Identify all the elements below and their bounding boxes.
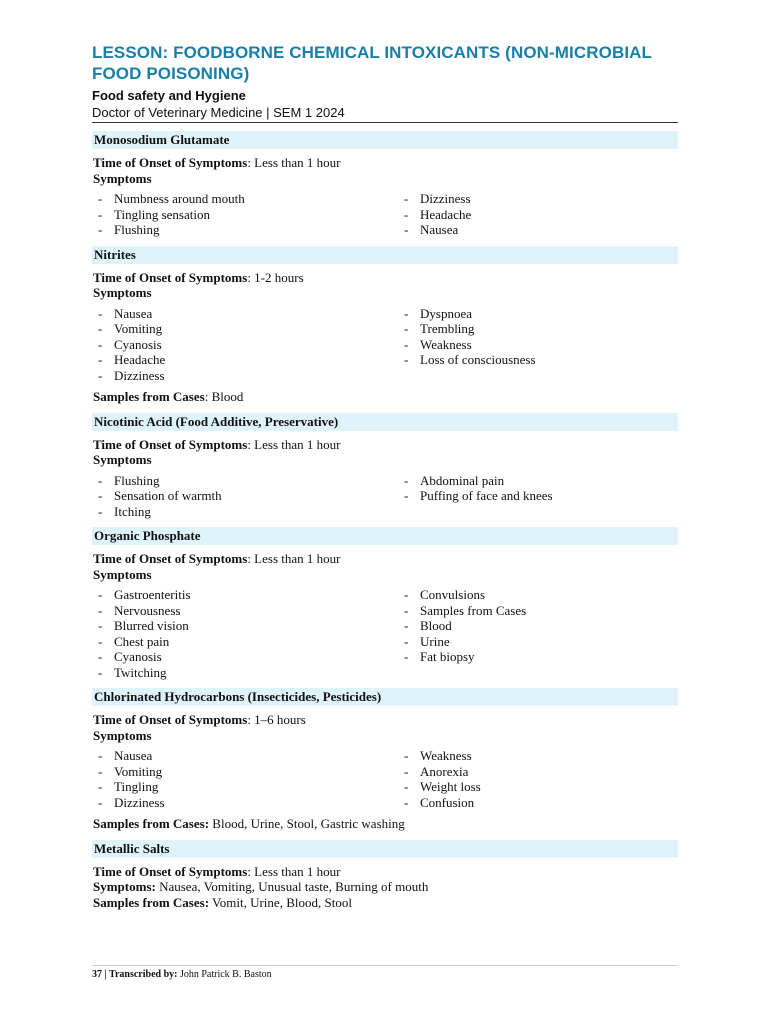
transcribed-label: Transcribed by: — [109, 969, 178, 980]
samples-label: Samples from Cases: — [93, 894, 210, 910]
onset-line — [92, 155, 678, 171]
section-heading: Metallic Salts — [92, 840, 678, 858]
bullet-dash: - — [404, 649, 409, 664]
list-item — [92, 587, 398, 603]
symptom-list-left — [92, 191, 398, 238]
symptom-text: Dizziness — [420, 191, 471, 206]
symptom-list-left — [92, 306, 398, 384]
section — [92, 413, 678, 520]
symptom-text: Cyanosis — [114, 336, 162, 352]
bullet-dash: - — [98, 664, 103, 680]
bullet-dash: - — [404, 352, 409, 367]
bullet-dash: - — [98, 367, 103, 383]
list-item — [398, 603, 678, 619]
list-item — [398, 748, 678, 764]
symptom-text: Weight loss — [420, 779, 481, 794]
symptom-columns — [92, 473, 678, 520]
symptom-text: Chest pain — [114, 633, 170, 649]
list-item — [92, 748, 398, 764]
list-item — [398, 795, 678, 811]
onset-line — [92, 864, 678, 880]
onset-line — [92, 270, 678, 286]
list-item — [92, 603, 398, 619]
symptom-text: Numbness around mouth — [114, 191, 245, 206]
list-item — [398, 337, 678, 353]
list-item — [398, 587, 678, 603]
bullet-dash: - — [98, 779, 103, 794]
lesson-title: LESSON: FOODBORNE CHEMICAL INTOXICANTS (NON-MICROBIAL FOOD POISONING) — [92, 43, 652, 83]
symptom-text: Nausea — [114, 305, 153, 321]
symptom-text: Fat biopsy — [420, 649, 475, 664]
list-item — [92, 306, 398, 322]
symptom-text: Nausea — [420, 222, 459, 237]
bullet-dash: - — [98, 587, 103, 602]
bullet-dash: - — [404, 321, 409, 336]
symptom-list-right — [398, 306, 678, 384]
symptom-text: Urine — [420, 633, 450, 649]
section-heading: Nicotinic Acid (Food Additive, Preservative) — [92, 413, 678, 431]
bullet-dash: - — [404, 779, 409, 794]
symptom-columns — [92, 306, 678, 384]
onset-label: Time of Onset of Symptoms — [93, 269, 248, 285]
symptom-text: Anorexia — [420, 763, 469, 779]
symptoms-label: Symptoms: — [93, 879, 156, 894]
bullet-dash: - — [98, 305, 103, 321]
samples-line — [92, 389, 678, 405]
bullet-dash: - — [98, 321, 103, 336]
symptom-list-right — [398, 587, 678, 680]
symptoms-heading — [92, 171, 678, 187]
list-item — [398, 618, 678, 634]
bullet-dash: - — [404, 618, 409, 633]
list-item — [398, 207, 678, 223]
list-item — [398, 321, 678, 337]
symptoms-heading — [92, 285, 678, 301]
symptom-text: Itching — [114, 503, 151, 519]
symptom-text: Twitching — [114, 664, 167, 680]
symptom-text: Headache — [114, 352, 166, 367]
bullet-dash: - — [98, 336, 103, 352]
onset-line — [92, 712, 678, 728]
onset-label: Time of Onset of Symptoms — [93, 551, 248, 566]
symptom-text: Loss of consciousness — [420, 352, 536, 367]
bullet-dash: - — [98, 633, 103, 649]
symptoms-label: Symptoms — [93, 727, 152, 743]
bullet-dash: - — [98, 602, 103, 618]
list-item — [92, 207, 398, 223]
bullet-dash: - — [404, 763, 409, 779]
list-item — [92, 504, 398, 520]
symptom-list-left — [92, 587, 398, 680]
list-item — [92, 779, 398, 795]
symptoms-heading — [92, 728, 678, 744]
document-page — [92, 42, 678, 910]
symptom-text: Flushing — [114, 222, 160, 237]
onset-label: Time of Onset of Symptoms — [93, 712, 248, 727]
list-item — [398, 779, 678, 795]
symptom-text: Sensation of warmth — [114, 488, 222, 503]
list-item — [92, 191, 398, 207]
symptom-text: Nausea — [114, 748, 153, 763]
course-subject: Food safety and Hygiene — [92, 88, 246, 103]
bullet-dash: - — [98, 206, 103, 222]
bullet-dash: - — [404, 191, 409, 206]
symptom-list-left — [92, 748, 398, 810]
symptom-list-right — [398, 473, 678, 520]
list-item — [92, 665, 398, 681]
list-item — [398, 473, 678, 489]
bullet-dash: - — [98, 191, 103, 206]
list-item — [398, 649, 678, 665]
onset-value: : Less than 1 hour — [247, 863, 341, 879]
symptom-text: Dyspnoea — [420, 305, 472, 321]
section-heading: Monosodium Glutamate — [92, 131, 678, 149]
bullet-dash: - — [404, 633, 409, 649]
list-item — [92, 321, 398, 337]
symptom-text: Tingling sensation — [114, 206, 210, 222]
bullet-dash: - — [404, 748, 409, 763]
list-item — [92, 634, 398, 650]
page-footer — [92, 965, 678, 980]
symptom-text: Trembling — [420, 321, 475, 336]
symptom-list-left — [92, 473, 398, 520]
symptom-text: Samples from Cases — [420, 602, 527, 618]
bullet-dash: - — [98, 763, 103, 779]
symptom-text: Abdominal pain — [420, 472, 505, 488]
bullet-dash: - — [98, 488, 103, 503]
onset-value: : 1-2 hours — [247, 269, 304, 285]
onset-label: Time of Onset of Symptoms — [93, 155, 248, 170]
onset-label: Time of Onset of Symptoms — [93, 863, 248, 879]
symptom-list-right — [398, 748, 678, 810]
samples-value: Blood, Urine, Stool, Gastric washing — [209, 816, 405, 831]
course-info: Doctor of Veterinary Medicine | SEM 1 2024 — [92, 105, 345, 120]
bullet-dash: - — [404, 222, 409, 237]
onset-label: Time of Onset of Symptoms — [93, 436, 248, 452]
section-heading: Nitrites — [92, 246, 678, 264]
section — [92, 527, 678, 680]
header-divider — [92, 122, 678, 123]
symptoms-line — [92, 879, 678, 895]
bullet-dash: - — [98, 748, 103, 763]
bullet-dash: - — [404, 794, 409, 810]
bullet-dash: - — [98, 222, 103, 237]
onset-value: : Less than 1 hour — [247, 436, 341, 452]
bullet-dash: - — [98, 472, 103, 488]
symptom-columns — [92, 748, 678, 810]
symptom-text: Tingling — [114, 779, 159, 794]
symptom-text: Headache — [420, 206, 472, 222]
bullet-dash: - — [98, 649, 103, 664]
bullet-dash: - — [404, 472, 409, 488]
section-metallic-salts — [92, 840, 678, 911]
symptom-text: Vomiting — [114, 321, 163, 336]
list-item — [92, 222, 398, 238]
footer-separator: | — [102, 969, 110, 980]
symptoms-label: Symptoms — [93, 452, 152, 467]
section — [92, 131, 678, 238]
list-item — [398, 191, 678, 207]
samples-value: Vomit, Urine, Blood, Stool — [209, 894, 352, 910]
samples-label: Samples from Cases — [93, 389, 205, 404]
list-item — [398, 488, 678, 504]
symptom-text: Weakness — [420, 336, 472, 352]
symptom-columns — [92, 587, 678, 680]
symptom-text: Nervousness — [114, 602, 181, 618]
symptom-text: Blood — [420, 618, 452, 633]
samples-label: Samples from Cases: — [93, 816, 210, 831]
symptoms-label: Symptoms — [93, 566, 152, 582]
list-item — [398, 306, 678, 322]
symptoms-label: Symptoms — [93, 285, 152, 300]
symptom-text: Vomiting — [114, 763, 163, 779]
section — [92, 246, 678, 405]
list-item — [398, 764, 678, 780]
list-item — [92, 795, 398, 811]
bullet-dash: - — [404, 305, 409, 321]
symptoms-value: Nausea, Vomiting, Unusual taste, Burning of mouth — [155, 879, 429, 894]
samples-value: : Blood — [204, 389, 244, 404]
list-item — [398, 634, 678, 650]
bullet-dash: - — [98, 794, 103, 810]
section-heading: Chlorinated Hydrocarbons (Insecticides, Pesticides) — [92, 688, 678, 706]
onset-value: : Less than 1 hour — [247, 155, 341, 170]
samples-line — [92, 895, 678, 911]
page-number: 37 — [92, 969, 102, 980]
symptom-columns — [92, 191, 678, 238]
list-item — [92, 618, 398, 634]
list-item — [92, 352, 398, 368]
samples-line — [92, 816, 678, 832]
bullet-dash: - — [404, 587, 409, 602]
symptom-text: Confusion — [420, 794, 475, 810]
list-item — [92, 368, 398, 384]
bullet-dash: - — [404, 488, 409, 503]
bullet-dash: - — [98, 618, 103, 633]
symptom-text: Cyanosis — [114, 649, 162, 664]
onset-line — [92, 437, 678, 453]
bullet-dash: - — [404, 336, 409, 352]
bullet-dash: - — [98, 352, 103, 367]
symptoms-heading — [92, 452, 678, 468]
symptom-text: Dizziness — [114, 367, 165, 383]
symptom-text: Flushing — [114, 472, 160, 488]
symptoms-label: Symptoms — [93, 170, 152, 186]
symptom-text: Gastroenteritis — [114, 587, 191, 602]
onset-line — [92, 551, 678, 567]
transcriber-name: John Patrick B. Baston — [177, 969, 272, 980]
symptom-text: Dizziness — [114, 794, 165, 810]
list-item — [398, 222, 678, 238]
list-item — [92, 473, 398, 489]
bullet-dash: - — [404, 602, 409, 618]
bullet-dash: - — [404, 206, 409, 222]
list-item — [92, 337, 398, 353]
symptoms-heading — [92, 567, 678, 583]
symptom-text: Blurred vision — [114, 618, 189, 633]
bullet-dash: - — [98, 503, 103, 519]
list-item — [398, 352, 678, 368]
sections-container — [92, 131, 678, 832]
section — [92, 688, 678, 832]
symptom-text: Convulsions — [420, 587, 486, 602]
list-item — [92, 764, 398, 780]
symptom-list-right — [398, 191, 678, 238]
onset-value: : Less than 1 hour — [247, 551, 341, 566]
section-heading: Organic Phosphate — [92, 527, 678, 545]
list-item — [92, 649, 398, 665]
symptom-text: Puffing of face and knees — [420, 488, 553, 503]
list-item — [92, 488, 398, 504]
symptom-text: Weakness — [420, 748, 472, 763]
onset-value: : 1–6 hours — [247, 712, 306, 727]
